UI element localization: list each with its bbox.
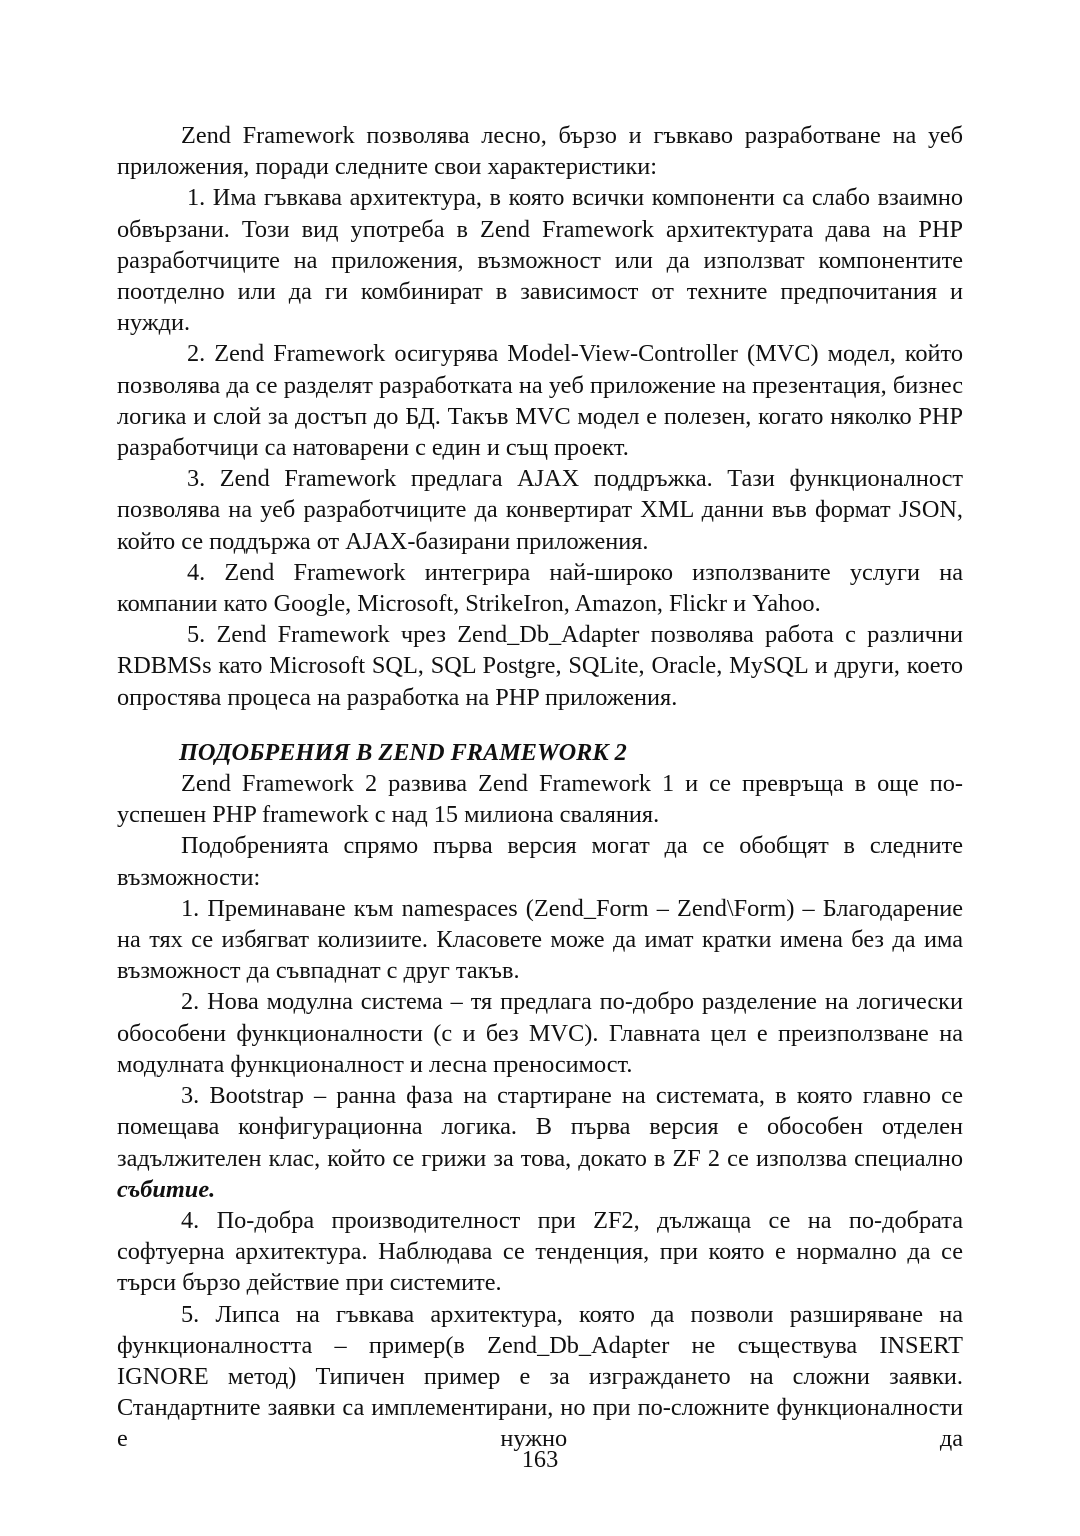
feature-item-4: 4. Zend Framework интегрира най-широко използваните услуги на компании като Google, Microsoft, StrikeIron, Amazon, Flickr и Yahoo. bbox=[117, 558, 963, 618]
section-heading: ПОДОБРЕНИЯ В ZEND FRAMEWORK 2 bbox=[179, 738, 627, 766]
improvements-intro-paragraph: Подобренията спрямо първа версия могат да се обобщят в следните възможности: bbox=[117, 832, 963, 891]
feature-item-5: 5. Zend Framework чрез Zend_Db_Adapter позволява работа с различни RDBMSs като Microsoft SQL, SQL Postgre, SQLite, Oracle, MySQL и други, което опростява процеса на разработка на PHP приложения. bbox=[117, 621, 963, 711]
improvement-item-3-text: 3. Bootstrap – ранна фаза на стартиране на системата, в която главно се помещава конфигурационна логика. В първа версия е обособен отделен задължителен клас, който се грижи за това, докато в ZF 2 се използва специално bbox=[117, 1082, 963, 1172]
improvement-item-5: 5. Липса на гъвкава архитектура, която да позволи разширяване на функционалността – пример(в Zend_Db_Adapter не съществува INSERT IGNORE метод) Типичен пример е за изграждането на сложни заявки. Стандартните заявки са имплементирани, но при по-сложните функционалности е нужно да bbox=[117, 1300, 963, 1453]
improvement-item-3-emphasis: събитие. bbox=[117, 1175, 216, 1203]
feature-item-3: 3. Zend Framework предлага AJAX поддръжка. Тази функционалност позволява на уеб разработчиците да конвертират XML данни във формат JSON, който се поддържа от AJAX-базирани приложения. bbox=[117, 465, 963, 555]
improvement-item-4: 4. По-добра производителност при ZF2, дължаща се на по-добрата софтуерна архитектура. Наблюдава се тенденция, при която е нормално да се търси бързо действие при системите. bbox=[117, 1206, 963, 1297]
zf2-intro-paragraph: Zend Framework 2 развива Zend Framework 1 и се превръща в още по-успешен PHP framework с над 15 милиона сваляния. bbox=[117, 770, 963, 829]
intro-paragraph: Zend Framework позволява лесно, бързо и гъвкаво разработване на уеб приложения, поради следните свои характеристики: bbox=[117, 122, 963, 181]
page-body bbox=[117, 120, 963, 1455]
improvement-item-1: 1. Преминаване към namespaces (Zend_Form – Zend\Form) – Благодарение на тях се избягват колизиите. Класовете може да имат кратки имена без да има възможност да съвпаднат с друг такъв. bbox=[117, 894, 963, 985]
improvement-item-3 bbox=[117, 1080, 963, 1205]
feature-item-1: 1. Има гъвкава архитектура, в която всички компоненти са слабо взаимно обвързани. Този вид употреба в Zend Framework архитектурата дава на PHP разработчиците на приложения, възможност или да използват компонентите поотделно или да ги комбинират в зависимост от техните предпочитания и нужди. bbox=[117, 184, 963, 337]
improvement-item-2: 2. Нова модулна система – тя предлага по-добро разделение на логически обособени функционалности (с и без MVC). Главната цел е преизползване на модулната функционалност и лесна преносимост. bbox=[117, 988, 963, 1078]
page-number: 163 bbox=[521, 1446, 559, 1473]
feature-item-2: 2. Zend Framework осигурява Model-View-Controller (MVC) модел, който позволява да се разделят разработката на уеб приложение на презентация, бизнес логика и слой за достъп до БД. Такъв MVC модел е полезен, когато няколко PHP разработчици са натоварени с един и същ проект. bbox=[117, 340, 963, 462]
